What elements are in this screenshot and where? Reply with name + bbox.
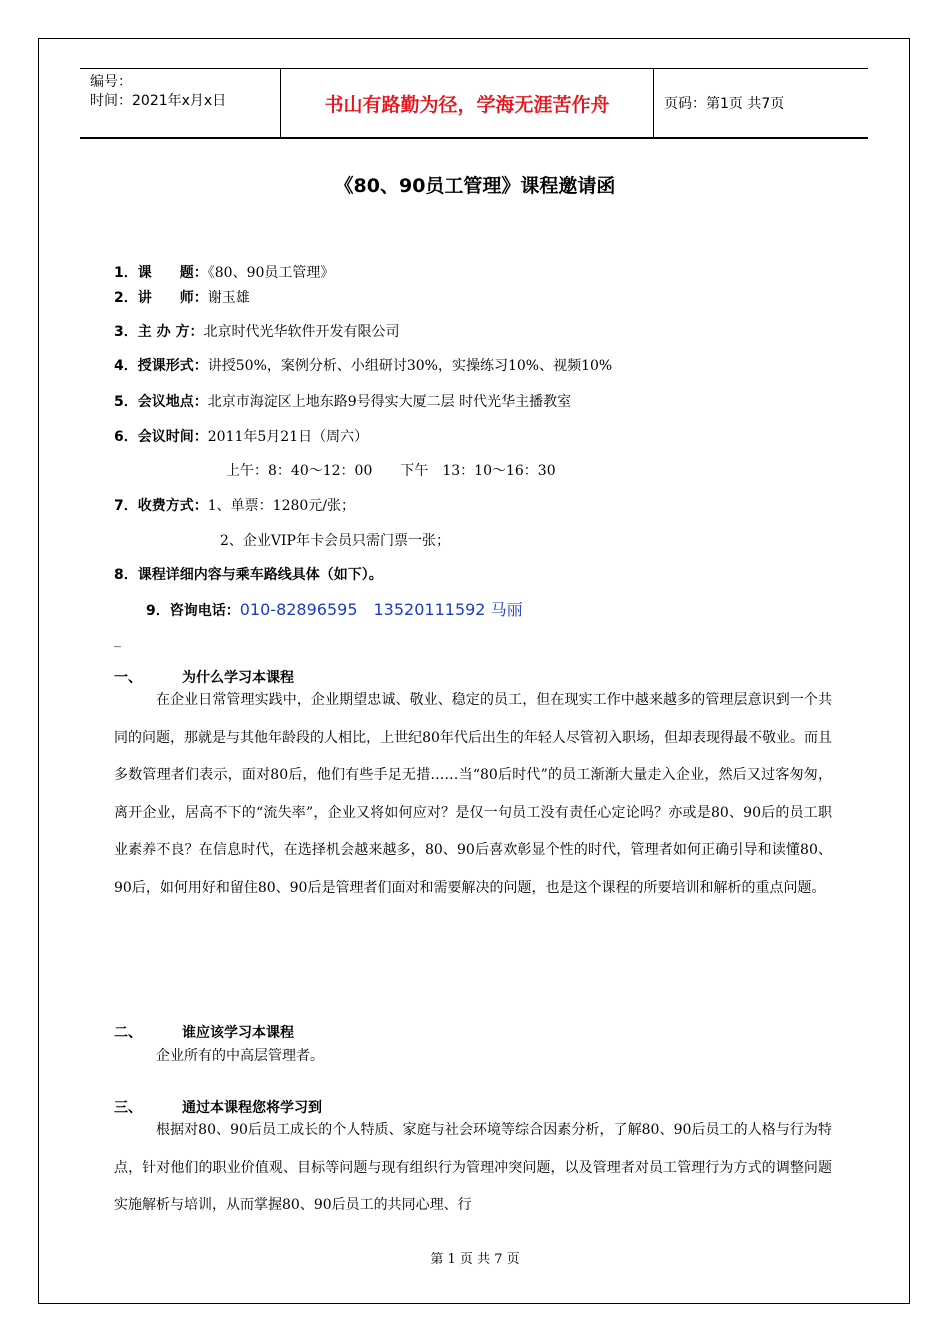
item-format-key: 4．授课形式：: [114, 358, 208, 374]
section-3-title: 通过本课程您将学习到: [182, 1100, 322, 1116]
item-organizer: [114, 321, 400, 341]
date-label: 时间：2021年x月x日: [90, 93, 227, 109]
dash-mark: _: [114, 632, 121, 648]
item-format: [114, 355, 612, 375]
section-2-text: 企业所有的中高层管理者。: [156, 1048, 324, 1064]
item-detail: [114, 564, 383, 584]
item-topic: [114, 262, 334, 282]
section-3-text: 根据对80、90后员工成长的个人特质、家庭与社会环境等综合因素分析，了解80、90后员工的人格与行为特点，针对他们的职业价值观、目标等问题与现有组织行为管理冲突问题，以及管理者对员工管理行为方式的调整问题实施解析与培训，从而掌握80、90后员工的共同心理、行: [114, 1122, 832, 1213]
item-venue-value: 北京市海淀区上地东路9号得实大厦二层 时代光华主播教室: [207, 394, 572, 410]
item-fee: [114, 495, 355, 515]
section-1-title: 为什么学习本课程: [182, 670, 294, 686]
item-lecturer-key: 2．讲 师：: [114, 290, 208, 306]
number-label: 编号：: [90, 74, 132, 90]
item-contact-key: 9．咨询电话：: [146, 603, 240, 619]
item-time-detail: 上午：8：40～12：00 下午 13：10～16：30: [226, 463, 556, 479]
item-contact-value: 010-82896595 13520111592 马丽: [239, 600, 523, 619]
header-meta: [80, 69, 281, 137]
section-1-number: 一、: [114, 670, 142, 686]
section-2-heading: [114, 1022, 294, 1042]
item-venue: [114, 391, 571, 411]
item-venue-key: 5．会议地点：: [114, 394, 208, 410]
item-lecturer-value: 谢玉雄: [207, 290, 250, 306]
section-2-title: 谁应该学习本课程: [182, 1025, 294, 1041]
section-3-number: 三、: [114, 1100, 142, 1116]
item-fee-value-2: 2、企业VIP年卡会员只需门票一张；: [220, 533, 450, 549]
item-contact: [146, 597, 523, 620]
item-format-value: 讲授50%，案例分析、小组研讨30%，实操练习10%、视频10%: [207, 358, 613, 374]
item-fee-key: 7．收费方式：: [114, 498, 208, 514]
item-time-value: 2011年5月21日（周六）: [207, 429, 369, 445]
item-organizer-value: 北京时代光华软件开发有限公司: [203, 324, 400, 340]
item-time-key: 6．会议时间：: [114, 429, 208, 445]
document-title: 《80、90员工管理》课程邀请函: [334, 175, 616, 197]
item-lecturer: [114, 287, 250, 307]
item-time: [114, 426, 368, 446]
item-topic-key: 1．课 题：: [114, 265, 208, 281]
item-topic-value: 《80、90员工管理》: [207, 265, 335, 281]
header-page-info: 页码：第1页 共7页: [664, 96, 785, 112]
section-1-text: 在企业日常管理实践中，企业期望忠诚、敬业、稳定的员工，但在现实工作中越来越多的管理层意识到一个共同的问题，那就是与其他年龄段的人相比，上世纪80年代后出生的年轻人尽管初入职场，但却表现得最不敬业。而且多数管理者们表示，面对80后，他们有些手足无措……当“80后时代”的员工渐渐大量走入企业，然后又过客匆匆，离开企业，居高不下的“流失率”，企业又将如何应对？是仅一句员工没有责任心定论吗？亦或是80、90后的员工职业素养不良？在信息时代，在选择机会越来越多，80、90后喜欢彰显个性的时代，管理者如何正确引导和读懂80、90后，如何用好和留住80、90后是管理者们面对和需要解决的问题，也是这个课程的所要培训和解析的重点问题。: [114, 692, 832, 896]
item-organizer-key: 3．主 办 方：: [114, 324, 204, 340]
header-motto: 书山有路勤为径，学海无涯苦作舟: [281, 69, 654, 137]
header-table: [80, 68, 868, 139]
section-2-number: 二、: [114, 1025, 142, 1041]
item-detail-text: 8．课程详细内容与乘车路线具体（如下）。: [114, 567, 383, 583]
item-fee-value-1: 1、单票：1280元/张；: [207, 498, 356, 514]
page-footer: 第 1 页 共 7 页: [430, 1252, 520, 1267]
